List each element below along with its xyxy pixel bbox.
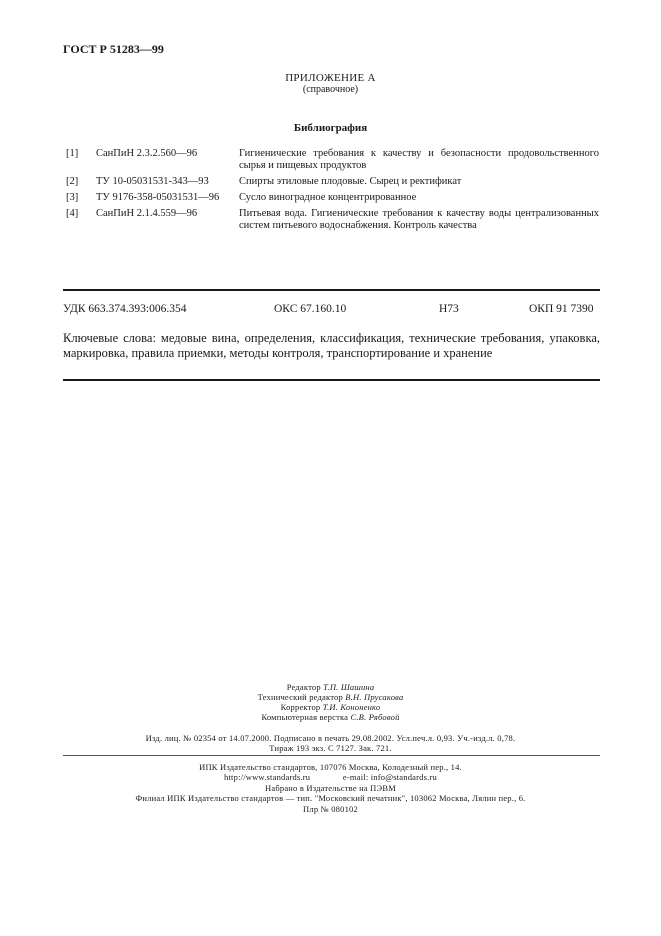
- bibliography-title: Библиография: [293, 122, 368, 134]
- udk-code: УДК 663.374.393:006.354: [63, 303, 187, 315]
- plr-line: Плр № 080102: [303, 804, 358, 814]
- entry-number: [4]: [66, 208, 79, 219]
- oks-code: ОКС 67.160.10: [274, 303, 347, 315]
- keywords: Ключевые слова: медовые вина, определения, классификация, технические требования, упаковка, маркировка, правила приемки, методы контроля, транспортирование и хранение: [63, 331, 600, 360]
- bottom-rule: [63, 379, 600, 381]
- tech-editor-label: Технический редактор: [257, 692, 343, 702]
- editor-label: Редактор: [286, 682, 321, 692]
- imprint-divider: [63, 755, 600, 756]
- license-line: Изд. лиц. № 02354 от 14.07.2000. Подписано в печать 29.08.2002. Усл.печ.л. 0,93. Уч.-изд.л. 0,78.: [145, 733, 516, 743]
- okp-code: ОКП 91 7390: [529, 303, 594, 315]
- entry-code: СанПиН 2.1.4.559—96: [96, 208, 198, 219]
- entry-code: СанПиН 2.3.2.560—96: [96, 148, 198, 159]
- entry-text: Питьевая вода. Гигиенические требования к качеству воды централизованных систем питьевого водоснабжения. Контроль качества: [239, 208, 599, 231]
- imprint-layout: [0, 712, 661, 723]
- corrector-label: Корректор: [280, 702, 321, 712]
- entry-code: ТУ 10-05031531-343—93: [96, 176, 209, 187]
- imprint-tech-editor: [0, 692, 661, 703]
- document-code: ГОСТ Р 51283—99: [63, 42, 164, 56]
- top-rule: [63, 289, 600, 291]
- typeset-line: Набрано в Издательстве на ПЭВМ: [265, 783, 396, 793]
- tech-editor-name: В.Н. Прусакова: [345, 692, 404, 702]
- entry-text: Сусло виноградное концентрированное: [239, 192, 417, 203]
- branch-line: Филиал ИПК Издательство стандартов — тип. "Московский печатник", 103062 Москва, Лялин пер., 6.: [135, 793, 526, 803]
- imprint-corrector: [0, 702, 661, 713]
- corrector-name: Т.И. Кононенко: [322, 702, 381, 712]
- layout-label: Компьютерная верстка: [261, 712, 349, 722]
- annex-subtitle: (справочное): [302, 84, 359, 95]
- email-link[interactable]: e-mail: info@standards.ru: [342, 772, 437, 782]
- entry-text: Гигиенические требования к качеству и безопасности продовольственного сырья и пищевых продуктов: [239, 148, 599, 171]
- entry-number: [3]: [66, 192, 79, 203]
- publisher-line: ИПК Издательство стандартов, 107076 Москва, Колодезный пер., 14.: [199, 762, 462, 772]
- layout-name: С.В. Рябовой: [350, 712, 400, 722]
- entry-number: [1]: [66, 148, 79, 159]
- annex-title: ПРИЛОЖЕНИЕ А: [285, 72, 376, 84]
- print-run-line: Тираж 193 экз. С 7127. Зак. 721.: [269, 743, 392, 753]
- editor-name: Т.П. Шашина: [323, 682, 375, 692]
- entry-number: [2]: [66, 176, 79, 187]
- contacts-line: [0, 772, 661, 783]
- entry-code: ТУ 9176-358-05031531—96: [96, 192, 220, 203]
- website-link[interactable]: http://www.standards.ru: [224, 772, 311, 782]
- group-code: Н73: [439, 303, 459, 315]
- entry-text: Спирты этиловые плодовые. Сырец и ректификат: [239, 176, 462, 187]
- imprint-editor: [0, 682, 661, 693]
